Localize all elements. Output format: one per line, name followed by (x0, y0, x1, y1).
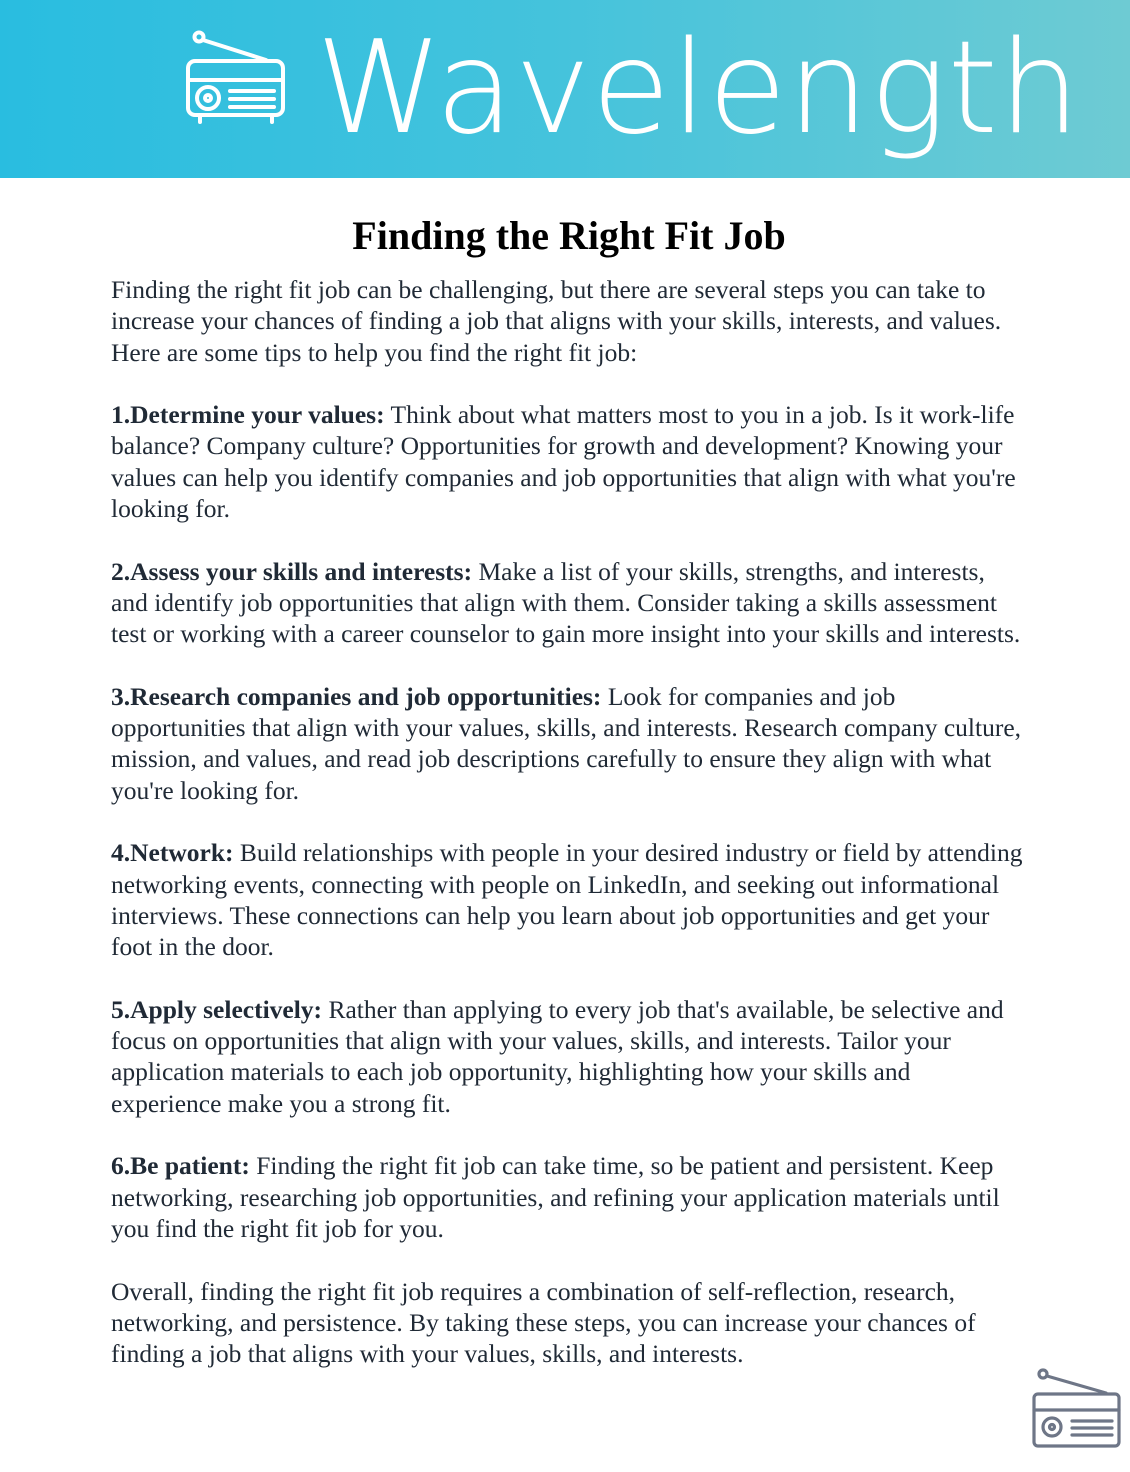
tip-body: Rather than applying to every job that's available, be selective and focus on opportunities that align with your values, skills, and interests. Tailor your application materials to each job opportunity, highlighting how your skills and experience make you a strong fit. (111, 994, 1004, 1118)
tip-body: Think about what matters most to you in a job. Is it work-life balance? Company culture? Opportunities for growth and development? Knowing your values can help you identify companies and job opportunities that align with what you're looking for. (111, 400, 1016, 524)
tip-body: Finding the right fit job can take time, so be patient and persistent. Keep networking, researching job opportunities, and refining your application materials until you find the right fit job for you. (111, 1151, 1000, 1243)
tip-heading: 4.Network: (111, 838, 234, 868)
document-title: Finding the Right Fit Job (352, 213, 786, 258)
tip-body: Build relationships with people in your desired industry or field by attending networking events, connecting with people on LinkedIn, and seeking out informational interviews. These connections can help you learn about job opportunities and get your foot in the door. (111, 838, 1023, 962)
tip-heading: 2.Assess your skills and interests: (111, 556, 473, 586)
tip-heading: 5.Apply selectively: (111, 994, 323, 1024)
tip-paragraph (111, 681, 1026, 806)
document-body (111, 274, 1026, 1401)
tip-paragraph (111, 994, 1026, 1119)
radio-icon (1032, 1368, 1122, 1450)
radio-icon (186, 30, 286, 126)
intro-paragraph: Finding the right fit job can be challenging, but there are several steps you can take to increase your chances of finding a job that aligns with your skills, interests, and values. Here are some tips to help you find the right fit job: (111, 275, 1002, 367)
tip-paragraph (111, 399, 1026, 524)
tip-heading: 6.Be patient: (111, 1151, 250, 1181)
conclusion-paragraph: Overall, finding the right fit job requires a combination of self-reflection, research, networking, and persistence. By taking these steps, you can increase your chances of finding a job that aligns with your values, skills, and interests. (111, 1276, 976, 1369)
tip-body: Look for companies and job opportunities that align with your values, skills, and interests. Research company culture, mission, and values, and read job descriptions carefully to ensure they align with what you're looking for. (111, 681, 1022, 805)
brand-name: Wavelength (316, 14, 1081, 163)
tip-paragraph (111, 556, 1026, 650)
tip-heading: 3.Research companies and job opportunities: (111, 681, 602, 711)
tip-paragraph (111, 1150, 1026, 1244)
tip-paragraph (111, 837, 1026, 962)
header-banner (0, 0, 1130, 178)
tip-body: Make a list of your skills, strengths, and interests, and identify job opportunities that align with them. Consider taking a skills assessment test or working with a career counselor to gain more insight into your skills and interests. (111, 556, 1021, 649)
tip-heading: 1.Determine your values: (111, 400, 385, 430)
